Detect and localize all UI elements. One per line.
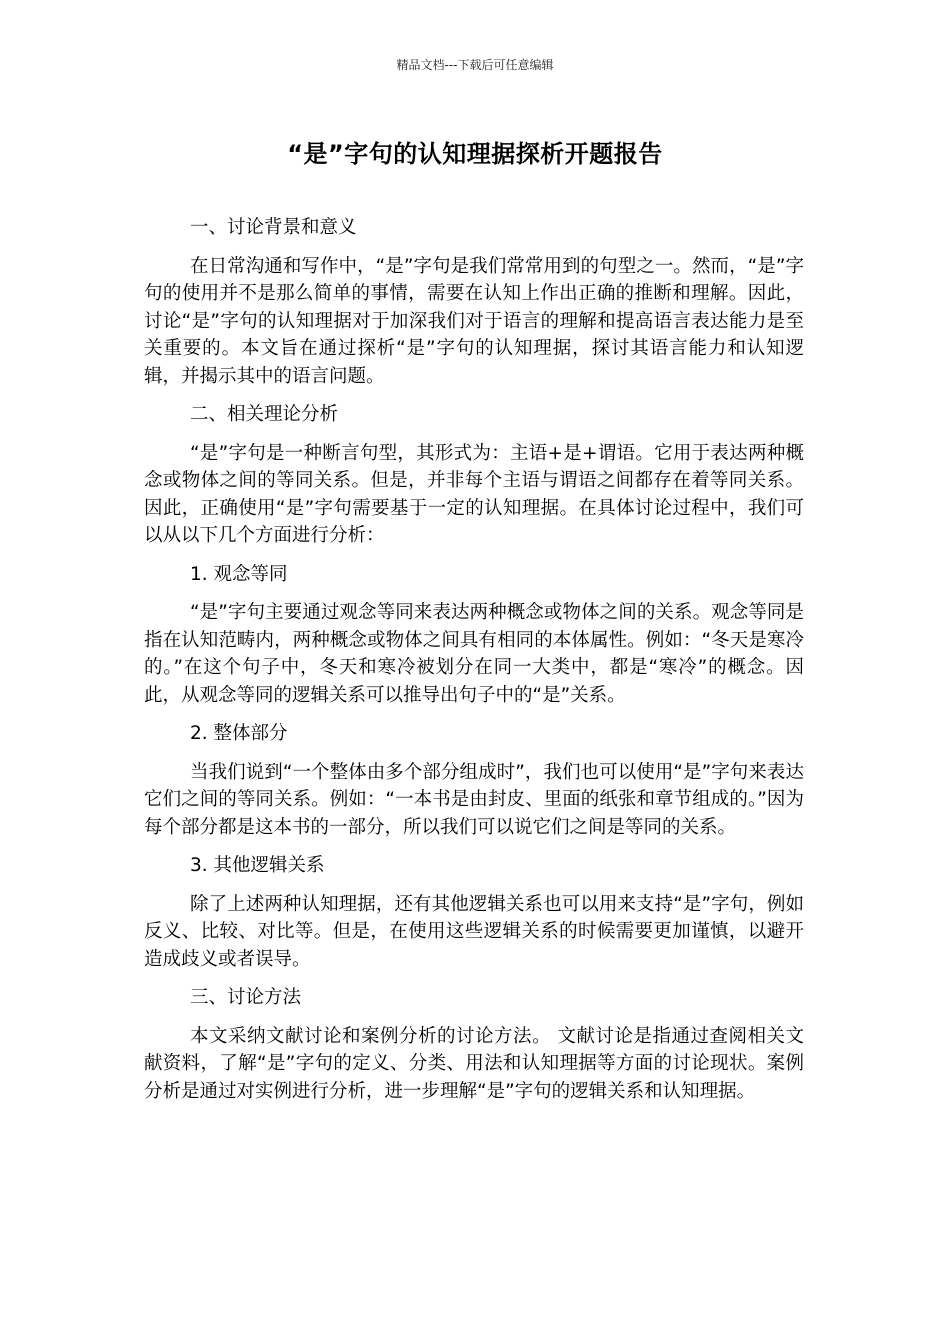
paragraph-background: 在日常沟通和写作中，“是”字句是我们常常用到的句型之一。然而，“是”字句的使用并不是那么简单的事情，需要在认知上作出正确的推断和理解。因此，讨论“是”字句的认知理据对于加深我们对于语言的理解和提高语言表达能力是至关重要的。本文旨在通过探析“是”字句的认知理据，探讨其语言能力和认知逻辑，并揭示其中的语言问题。 — [144, 255, 804, 387]
section-heading-method: 三、讨论方法 — [190, 987, 302, 1008]
section-heading-theory: 二、相关理论分析 — [190, 404, 339, 425]
paragraph-method: 本文采纳文献讨论和案例分析的讨论方法。 文献讨论是指通过查阅相关文献资料，了解“是”字句的定义、分类、用法和认知理据等方面的讨论现状。案例分析是通过对实例进行分析，进一步理解“是”字句的逻辑关系和认知理据。 — [144, 1025, 804, 1102]
subheading-other-logic: 3. 其他逻辑关系 — [190, 855, 325, 876]
paragraph-concept-equivalence: “是”字句主要通过观念等同来表达两种概念或物体之间的关系。观念等同是指在认知范畴内，两种概念或物体之间具有相同的本体属性。例如：“冬天是寒冷的。”在这个句子中，冬天和寒冷被划分在同一大类中，都是“寒冷”的概念。因此，从观念等同的逻辑关系可以推导出句子中的“是”关系。 — [144, 602, 804, 706]
paragraph-theory: “是”字句是一种断言句型，其形式为：主语+是+谓语。它用于表达两种概念或物体之间的等同关系。但是，并非每个主语与谓语之间都存在着等同关系。因此，正确使用“是”字句需要基于一定的认知理据。在具体讨论过程中，我们可以从以下几个方面进行分析： — [144, 442, 804, 546]
document-body — [144, 214, 804, 1116]
paragraph-whole-part: 当我们说到“一个整体由多个部分组成时”，我们也可以使用“是”字句来表达它们之间的等同关系。例如：“一本书是由封皮、里面的纸张和章节组成的。”因为每个部分都是这本书的一部分，所以我们可以说它们之间是等同的关系。 — [144, 761, 804, 838]
section-heading-background: 一、讨论背景和意义 — [190, 217, 357, 238]
subheading-concept-equivalence: 1. 观念等同 — [190, 563, 288, 585]
paragraph-other-logic: 除了上述两种认知理据，还有其他逻辑关系也可以用来支持“是”字句，例如反义、比较、对比等。但是，在使用这些逻辑关系的时候需要更加谨慎，以避开造成歧义或者误导。 — [144, 893, 804, 970]
document-title: “是”字句的认知理据探析开题报告 — [287, 140, 663, 168]
subheading-whole-part: 2. 整体部分 — [190, 723, 288, 744]
header-note: 精品文档---下载后可任意编辑 — [396, 58, 554, 72]
